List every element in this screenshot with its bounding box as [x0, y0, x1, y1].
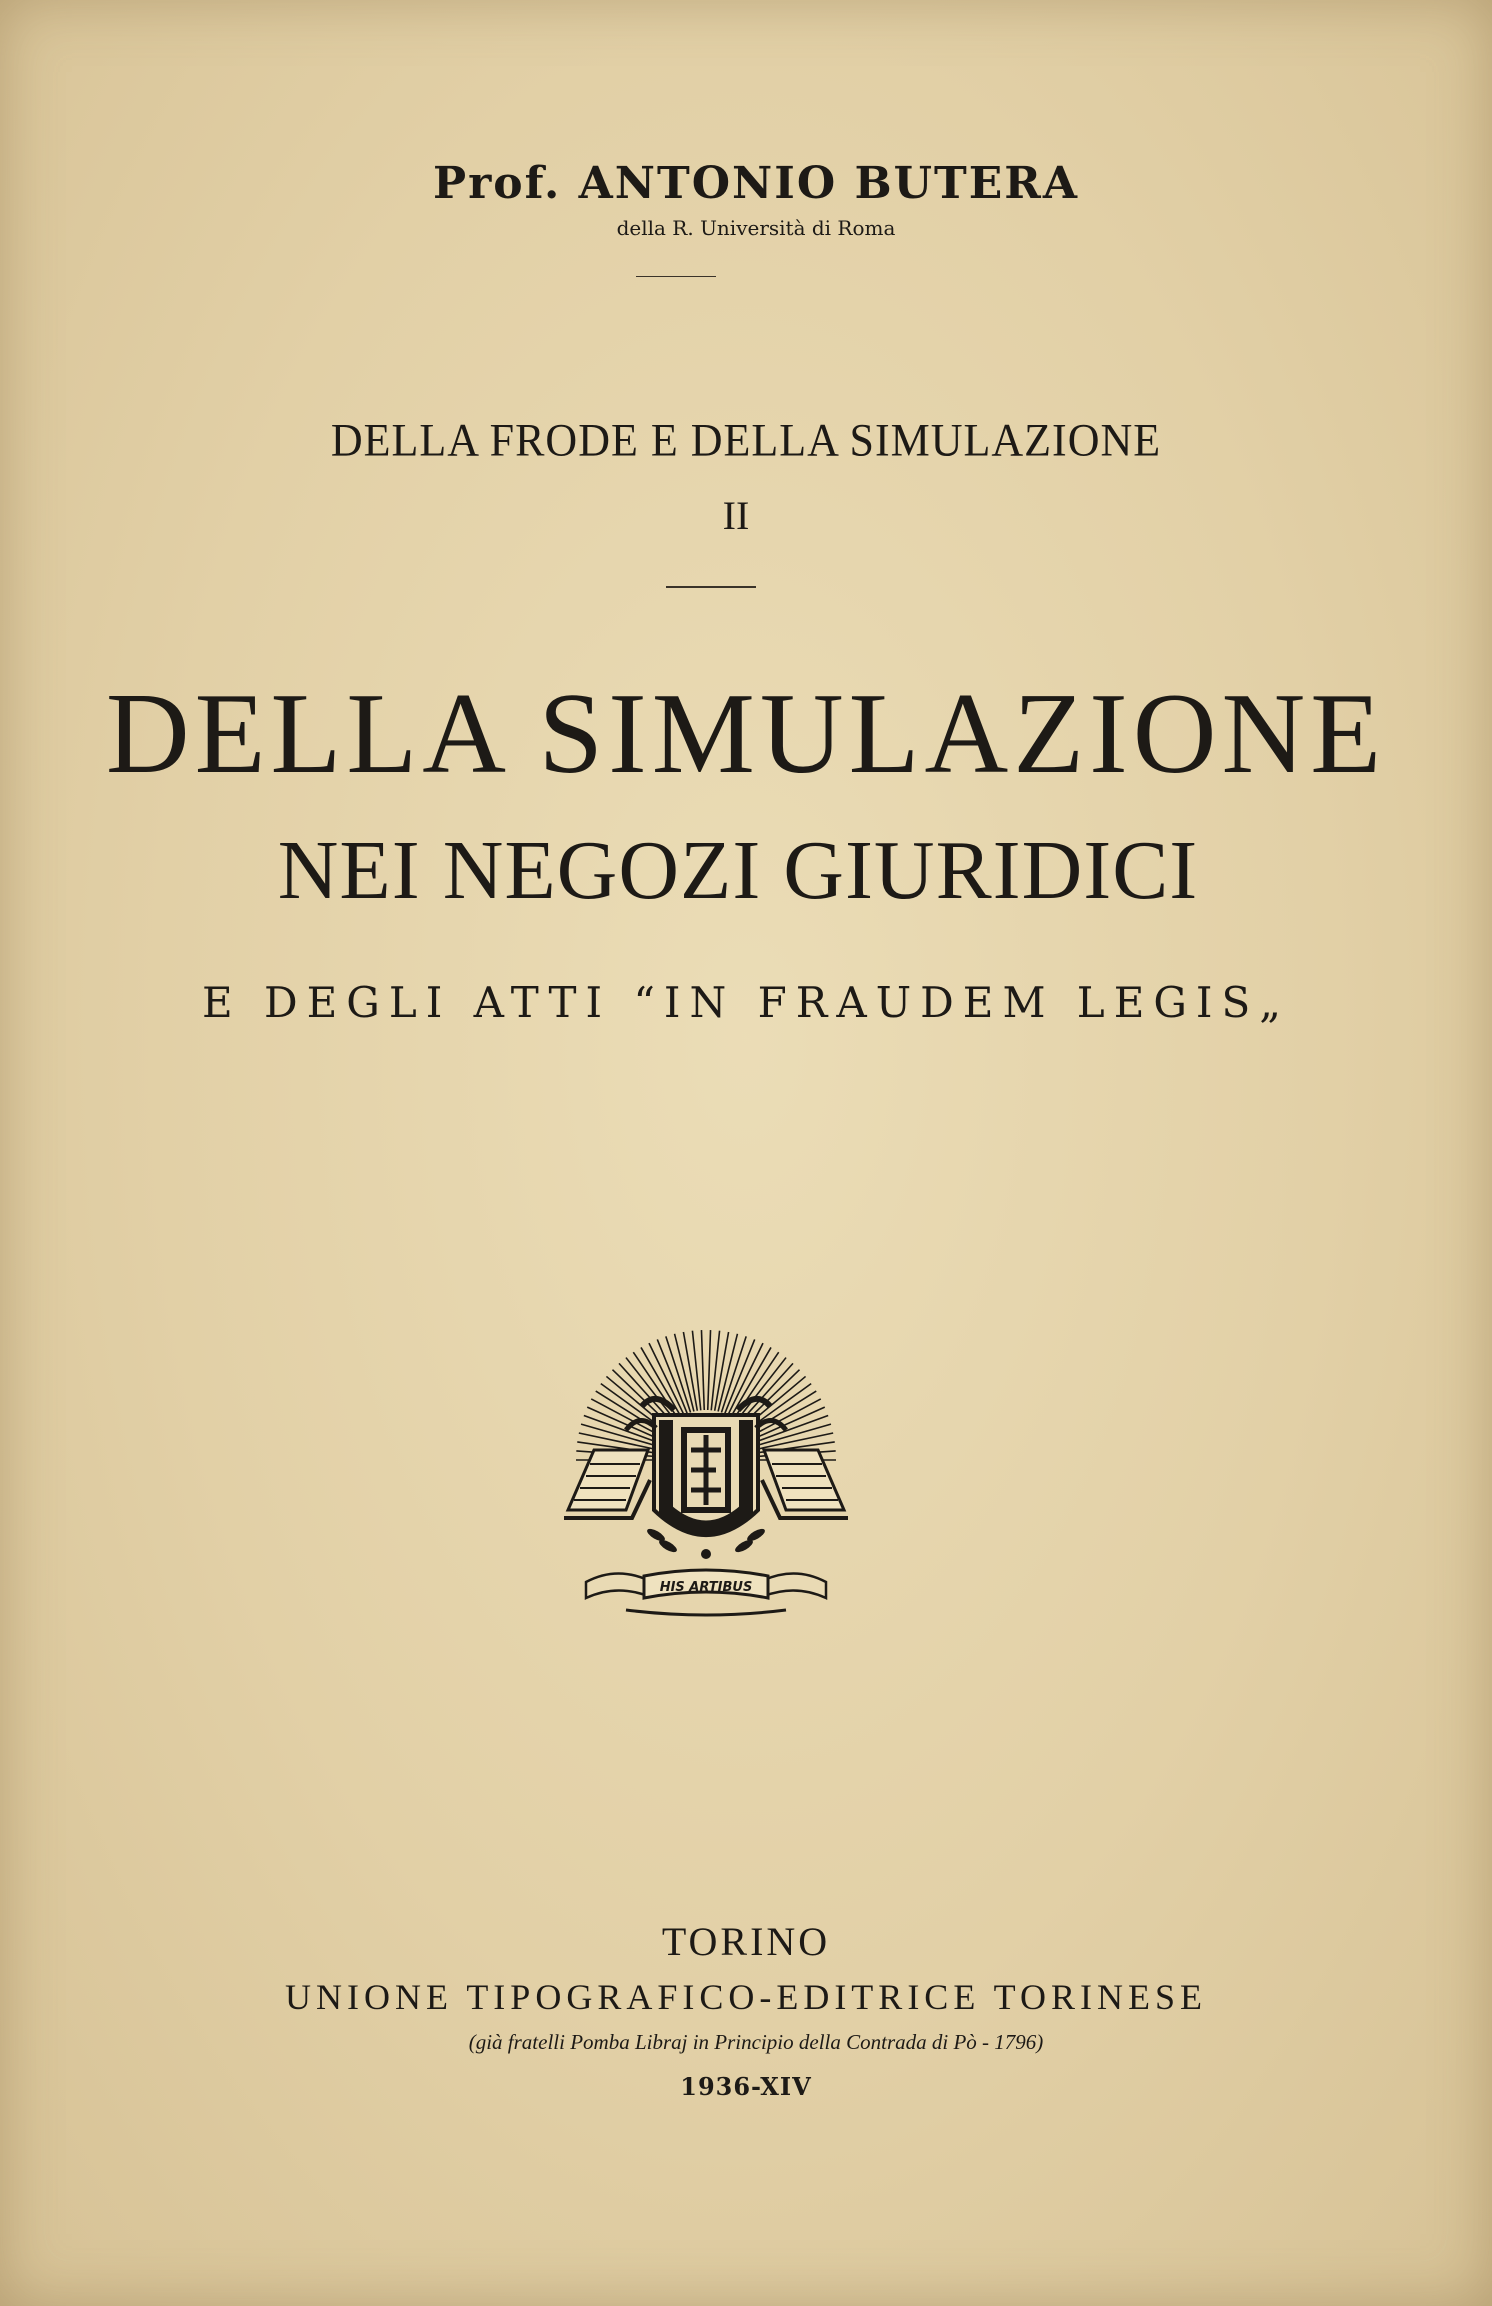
emblem-motto: HIS ARTIBUS: [659, 1580, 753, 1595]
publication-city: TORINO: [661, 1919, 831, 1964]
author-affiliation: della R. Università di Roma: [616, 216, 896, 240]
sunburst-ray: [692, 1331, 700, 1411]
sunburst-ray: [711, 1331, 719, 1411]
publication-year: 1936-XIV: [680, 2072, 812, 2101]
sunburst-ray: [701, 1330, 704, 1410]
subtitle: NEI NEGOZI GIURIDICI: [277, 824, 1199, 917]
publisher-emblem-icon: [556, 1320, 856, 1630]
publisher-name: UNIONE TIPOGRAFICO-EDITRICE TORINESE: [285, 1977, 1207, 2017]
series-title: DELLA FRODE E DELLA SIMULAZIONE: [330, 414, 1162, 467]
subtitle-secondary: E DEGLI ATTI “IN FRAUDEM LEGIS„: [201, 978, 1291, 1027]
divider-rule: [636, 276, 716, 277]
author-name: Prof. ANTONIO BUTERA: [432, 158, 1080, 209]
main-title: DELLA SIMULAZIONE: [105, 670, 1387, 798]
volume-number: II: [722, 493, 750, 538]
publisher-note: (già fratelli Pomba Libraj in Principio della Contrada di Pò - 1796): [468, 2030, 1044, 2054]
motto-ribbon: [586, 1570, 826, 1615]
divider-rule: [666, 586, 756, 588]
sunburst-ray: [708, 1330, 711, 1410]
